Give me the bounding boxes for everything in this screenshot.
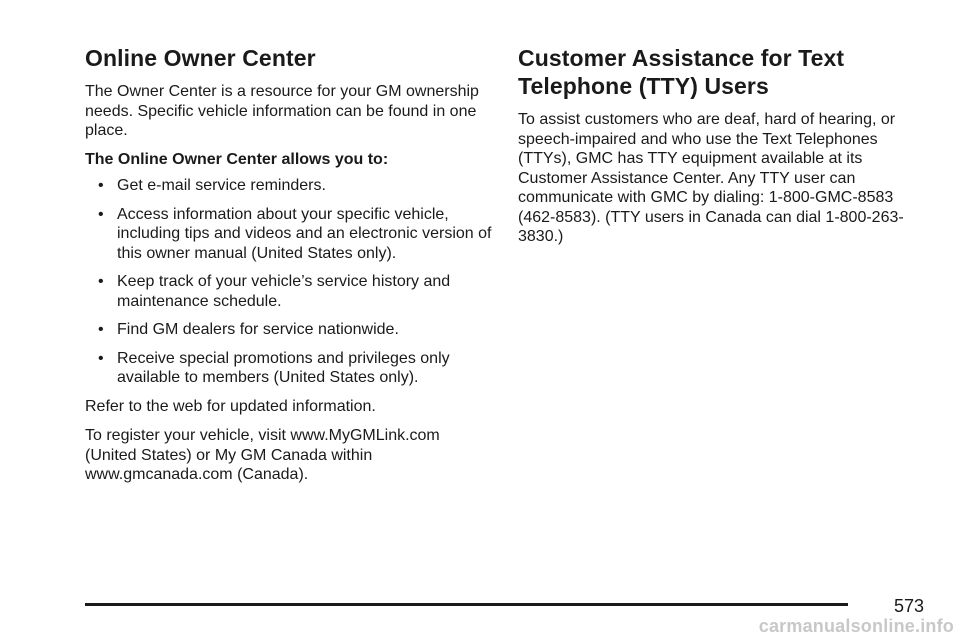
- list-lead: The Online Owner Center allows you to:: [85, 150, 389, 168]
- list-item: • Receive special promotions and privileges only available to members (United States only).: [98, 349, 450, 386]
- left-column: [85, 44, 493, 485]
- right-column: [518, 44, 928, 247]
- register-paragraph: To register your vehicle, visit www.MyGMLink.com (United States) or My GM Canada within www.gmcanada.com (Canada).: [85, 427, 440, 483]
- page-number: 573: [893, 596, 924, 616]
- bullet-icon: •: [98, 205, 104, 223]
- intro-paragraph: The Owner Center is a resource for your GM ownership needs. Specific vehicle information can be found in one place.: [85, 83, 479, 139]
- bullet-icon: •: [98, 273, 104, 290]
- list-item: • Get e-mail service reminders.: [98, 177, 326, 194]
- bullet-icon: •: [98, 177, 104, 194]
- refer-paragraph: Refer to the web for updated information.: [85, 397, 376, 415]
- footer-rule: [85, 603, 848, 606]
- section-title-tty: [518, 44, 928, 100]
- watermark: carmanualsonline.info: [758, 616, 954, 636]
- bullet-icon: •: [98, 321, 104, 338]
- list-item: • Keep track of your vehicle’s service history and maintenance schedule.: [98, 273, 451, 310]
- list-item: • Find GM dealers for service nationwide.: [98, 321, 399, 338]
- bullet-icon: •: [98, 349, 104, 367]
- feature-list: [85, 176, 493, 388]
- section-title-line: Customer Assistance for Text: [518, 45, 845, 71]
- section-title-line: Telephone (TTY) Users: [518, 73, 769, 99]
- list-item: • Access information about your specific vehicle, including tips and videos and an electronic version of this owner manual (United States only).: [98, 205, 492, 262]
- tty-paragraph: To assist customers who are deaf, hard of hearing, or speech-impaired and who use the Text Telephones (TTYs), GMC has TTY equipment available at its Customer Assistance Center. Any TTY user can communicate with GMC by dialing: 1-800-GMC-8583 (462-8583). (TTY users in Canada can dial 1-800-263-3830.): [518, 111, 904, 245]
- section-title-online-owner-center: Online Owner Center: [85, 45, 316, 71]
